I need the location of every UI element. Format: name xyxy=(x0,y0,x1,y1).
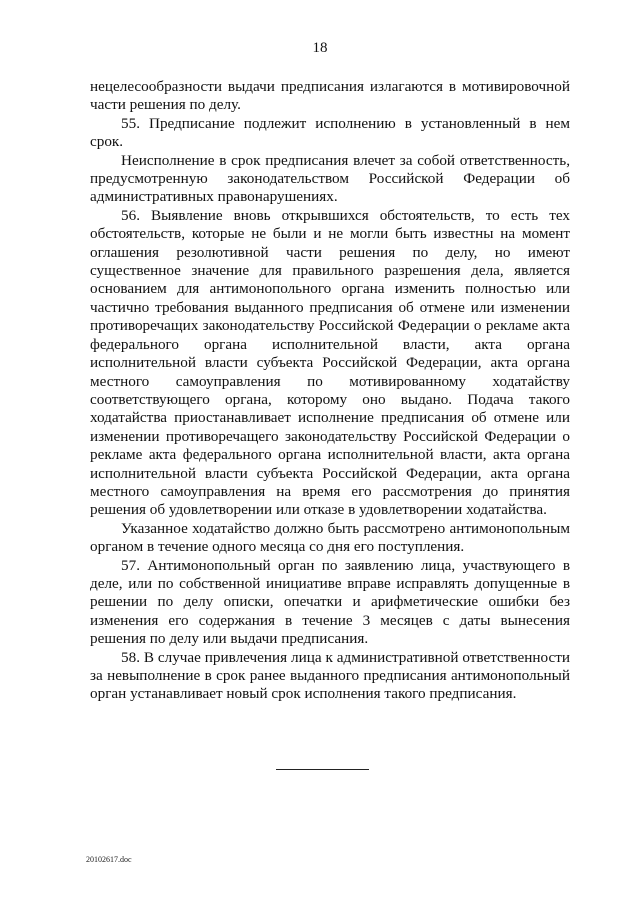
paragraph-55: 55. Предписание подлежит исполнению в установленный в нем срок. xyxy=(90,114,570,151)
paragraph-57: 57. Антимонопольный орган по заявлению лица, участвующего в деле, или по собственной инициативе вправе исправлять допущенные в решении по делу описки, опечатки и арифметические ошибки без изменения его содержания в течение 3 месяцев с даты вынесения решения по делу или выдачи предписания. xyxy=(90,556,570,648)
document-body xyxy=(90,78,570,704)
paragraph-58: 58. В случае привлечения лица к административной ответственности за невыполнение в срок ранее выданного предписания антимонопольный орган устанавливает новый срок исполнения такого предписания. xyxy=(90,648,570,703)
paragraph-continuation: нецелесообразности выдачи предписания излагаются в мотивировочной части решения по делу. xyxy=(90,78,570,114)
paragraph-56-review: Указанное ходатайство должно быть рассмотрено антимонопольным органом в течение одного месяца со дня его поступления. xyxy=(90,519,570,556)
document-file-code: 20102617.doc xyxy=(86,855,132,864)
end-divider-line xyxy=(276,769,369,770)
page-number: 18 xyxy=(312,40,328,56)
paragraph-56: 56. Выявление вновь открывшихся обстоятельств, то есть тех обстоятельств, которые не были и не могли быть известны на момент оглашения резолютивной части решения по делу, но имеют существенное значение для правильного разрешения дела, является основанием для антимонопольного органа изменить полностью или частично требования выданного предписания об отмене или изменении противоречащих законодательству Российской Федерации о рекламе акта федерального органа исполнительной власти, акта органа исполнительной власти субъекта Российской Федерации, акта органа местного самоуправления по мотивированному ходатайству соответствующего органа, которому оно выдано. Подача такого ходатайства приостанавливает исполнение предписания об отмене или изменении противоречащего законодательству Российской Федерации о рекламе акта федерального органа исполнительной власти, акта органа исполнительной власти субъекта Российской Федерации, акта органа местного самоуправления на время его рассмотрения до принятия решения об удовлетворении или отказе в удовлетворении ходатайства. xyxy=(90,206,570,519)
paragraph-55-liability: Неисполнение в срок предписания влечет за собой ответственность, предусмотренную законодательством Российской Федерации об административных правонарушениях. xyxy=(90,151,570,206)
